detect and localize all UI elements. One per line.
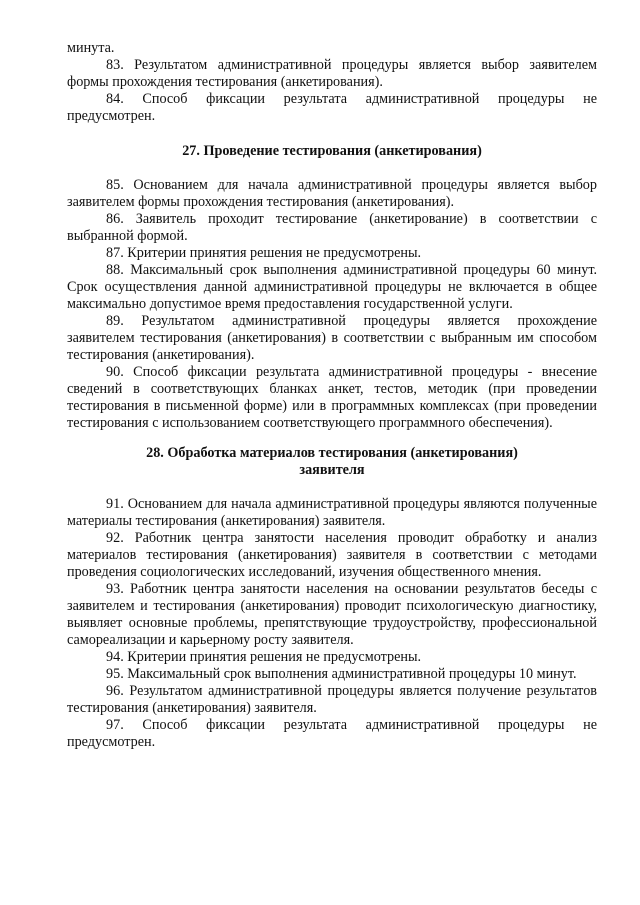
paragraph-87: 87. Критерии принятия решения не предусмотрены. [106, 245, 422, 261]
section-28-heading [67, 445, 597, 479]
paragraph-94: 94. Критерии принятия решения не предусмотрены. [106, 649, 422, 665]
paragraph-93: 93. Работник центра занятости населения на основании результатов беседы с заявителем и тестирования (анкетирования) проводит психологическую диагностику, выявляет основные проблемы, препятствующие трудоустройству, профессиональной самореализации и карьерному росту заявителя. [67, 581, 597, 648]
paragraph-fragment: минута. [67, 40, 115, 56]
paragraph-90: 90. Способ фиксации результата административной процедуры - внесение сведений в соответствующих бланках анкет, тестов, методик (при проведении тестирования в письменной форме) или в программных комплексах (при проведении тестирования с использованием соответствующего программного обеспечения). [67, 364, 597, 431]
paragraph-88: 88. Максимальный срок выполнения административной процедуры 60 минут. Срок осуществления данной административной процедуры не включается в общее максимально допустимое время предоставления государственной услуги. [67, 262, 597, 312]
paragraph-83: 83. Результатом административной процедуры является выбор заявителем формы прохождения тестирования (анкетирования). [67, 57, 597, 90]
paragraph-89: 89. Результатом административной процедуры является прохождение заявителем тестирования (анкетирования) в соответствии с выбранным им способом тестирования (анкетирования). [67, 313, 597, 363]
paragraph-95: 95. Максимальный срок выполнения административной процедуры 10 минут. [106, 666, 577, 682]
section-28-heading-line2: заявителя [299, 462, 365, 478]
paragraph-96: 96. Результатом административной процедуры является получение результатов тестирования (анкетирования) заявителя. [67, 683, 597, 716]
paragraph-85: 85. Основанием для начала административной процедуры является выбор заявителем формы прохождения тестирования (анкетирования). [67, 177, 597, 210]
paragraph-97: 97. Способ фиксации результата административной процедуры не предусмотрен. [67, 717, 597, 750]
section-28-heading-line1: 28. Обработка материалов тестирования (анкетирования) [146, 445, 518, 461]
paragraph-86: 86. Заявитель проходит тестирование (анкетирование) в соответствии с выбранной формой. [67, 211, 597, 244]
section-27-heading: 27. Проведение тестирования (анкетирования) [182, 143, 482, 159]
paragraph-84: 84. Способ фиксации результата административной процедуры не предусмотрен. [67, 91, 597, 124]
paragraph-91: 91. Основанием для начала административной процедуры являются полученные материалы тестирования (анкетирования) заявителя. [67, 496, 597, 529]
paragraph-92: 92. Работник центра занятости населения проводит обработку и анализ материалов тестирования (анкетирования) заявителя в соответствии с методами проведения социологических исследований, изучения общественного мнения. [67, 530, 597, 580]
